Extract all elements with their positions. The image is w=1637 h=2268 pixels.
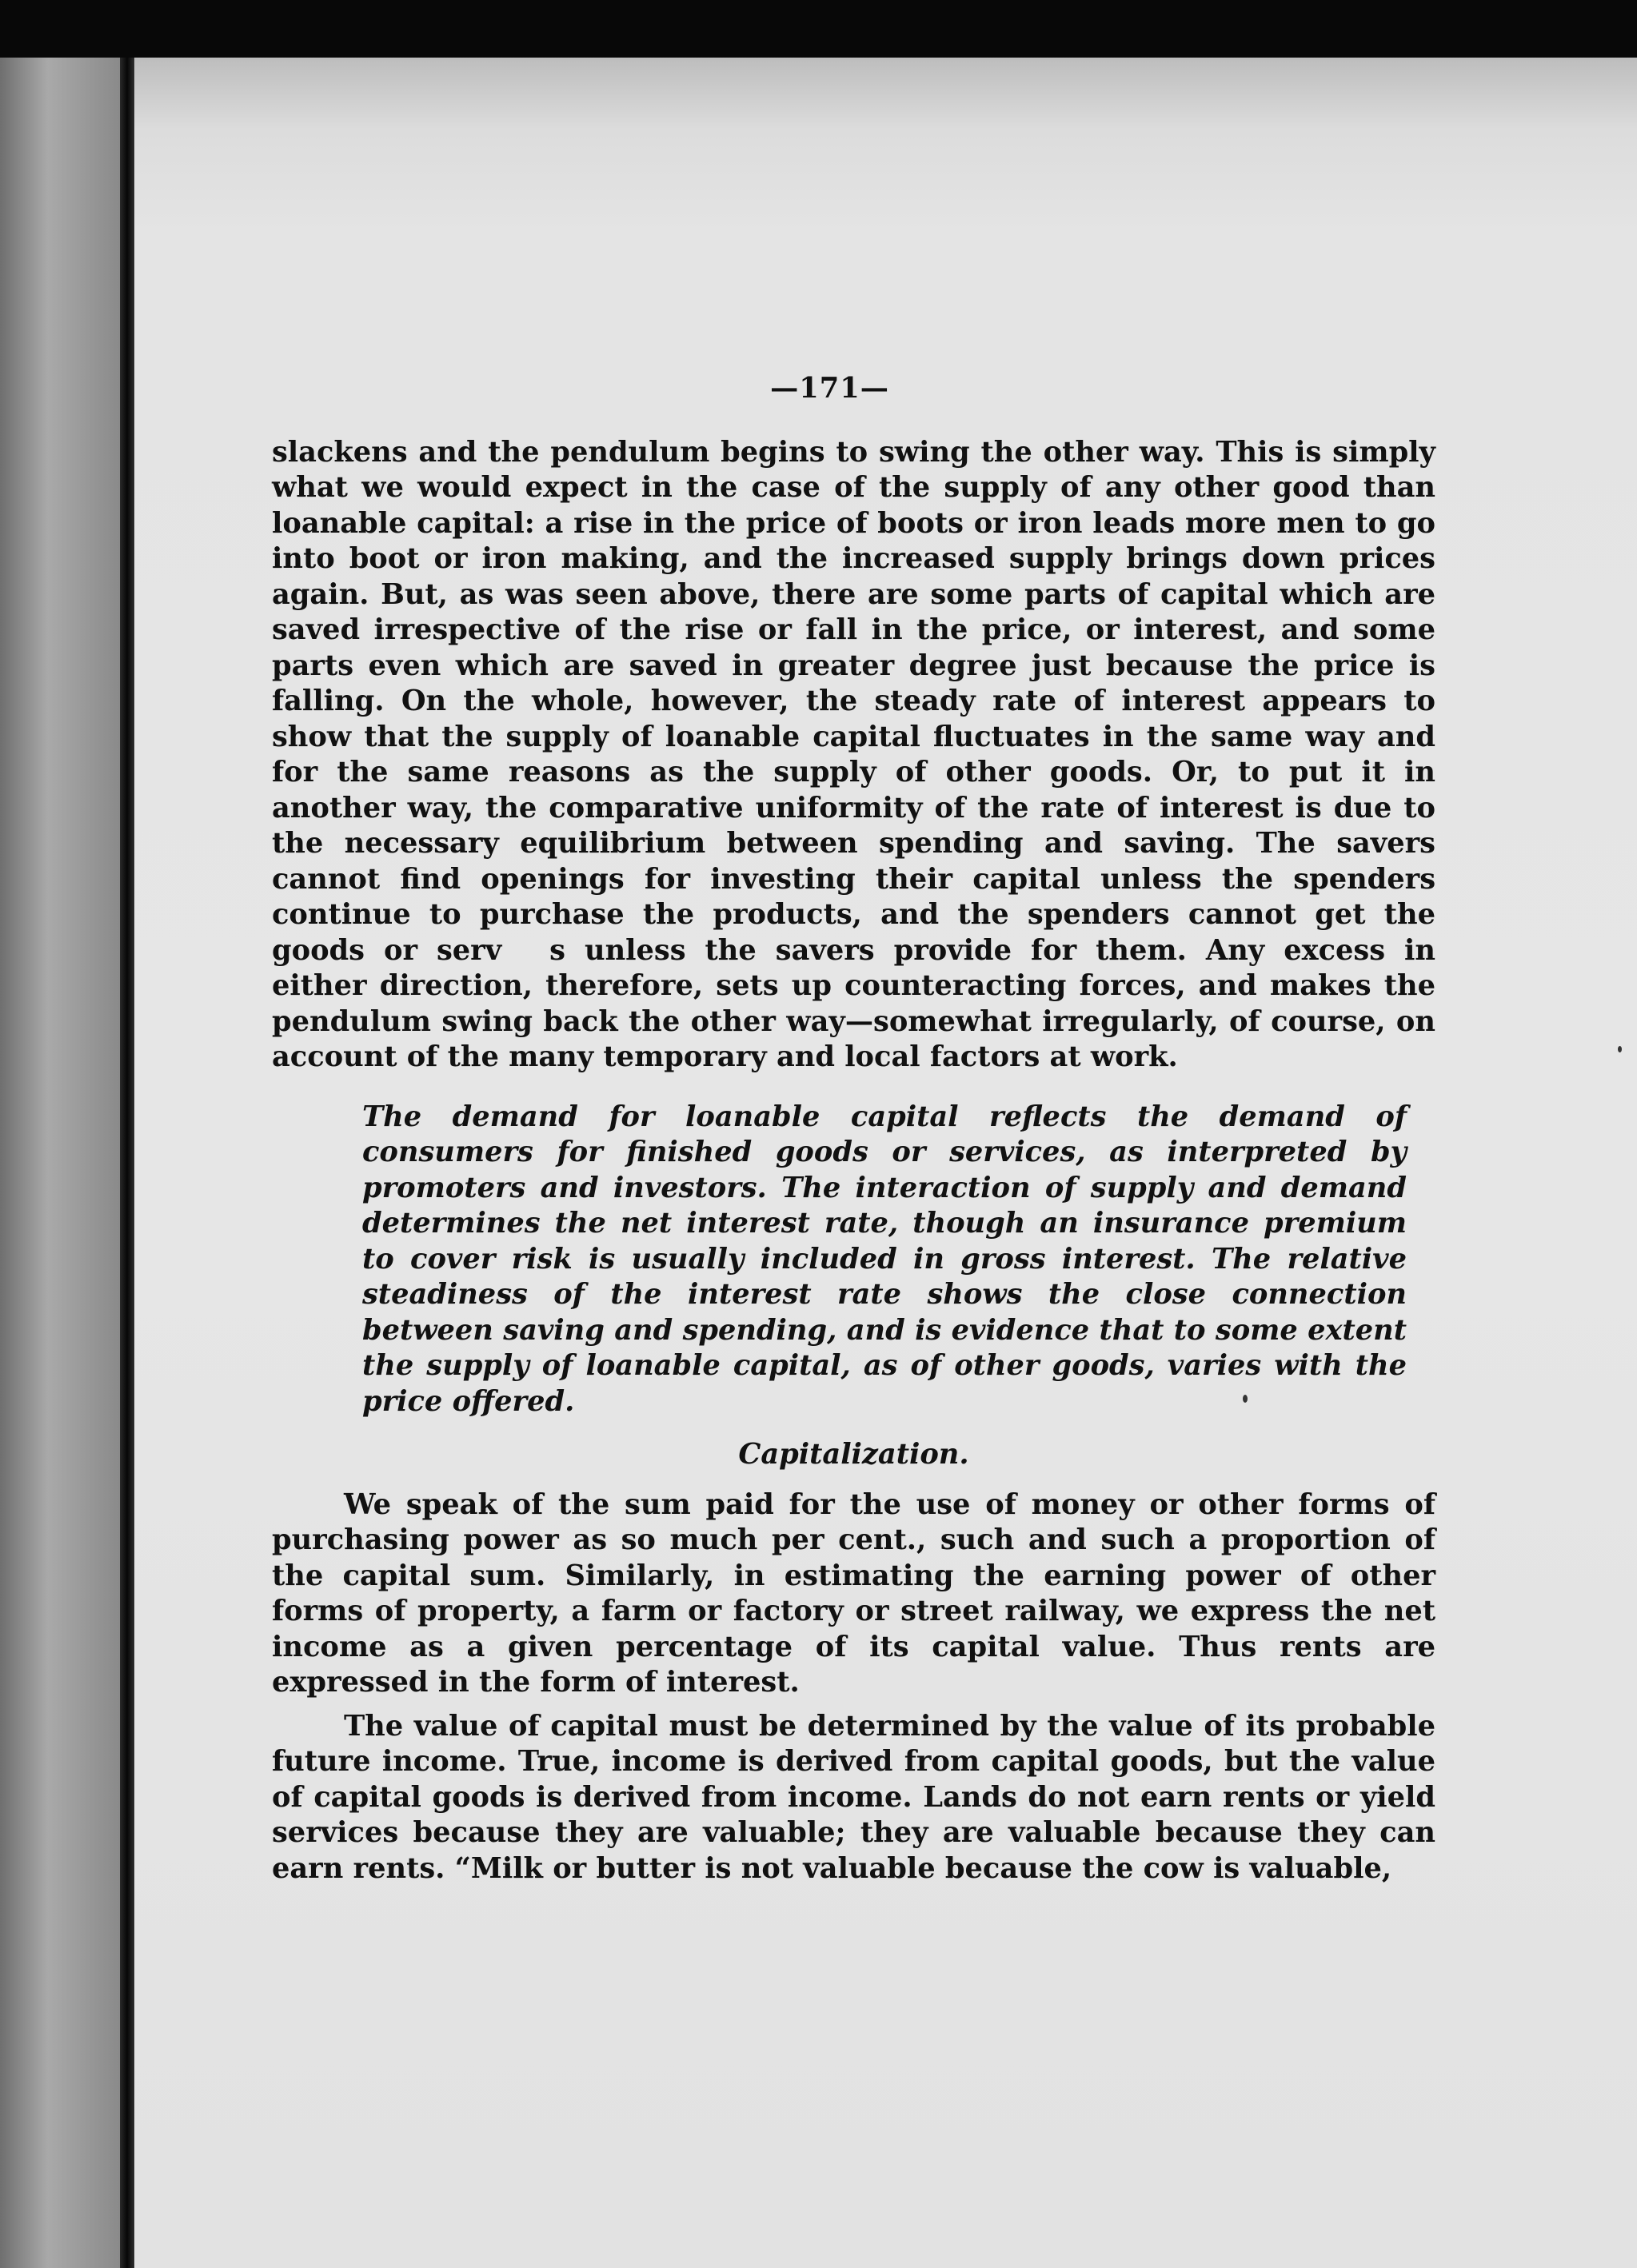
section-paragraph-2: The value of capital must be determined by the value of its probable future income. True, income is derived from capital goods, but the value of capital goods is derived from income. Lands do not earn rents or yield services because they are valuable; they are valuable because they can earn rents. “Milk or butter is not valuable because the cow is valuable, xyxy=(272,1709,1435,1885)
body-paragraph-text-part-2: s unless the savers provide for them. Any excess in either direction, therefore, sets up counteracting forces, and makes the pendulum swing back the other way—somewhat irregularly, of course, on account of the many temporary and local factors at work. xyxy=(272,933,1435,1073)
scan-speck xyxy=(1618,1046,1622,1052)
section-paragraph-1: We speak of the sum paid for the use of money or other forms of purchasing power as so much per cent., such and such a proportion of the capital sum. Similarly, in estimating the earning power of other forms of property, a farm or factory or street railway, we express the net income as a given percentage of its capital value. Thus rents are expressed in the form of interest. xyxy=(272,1487,1435,1699)
facing-page-edge xyxy=(0,58,120,2268)
scan-speck xyxy=(1243,1395,1248,1403)
scan-top-border xyxy=(0,0,1637,58)
page-number: —171— xyxy=(770,372,889,405)
page-text-block xyxy=(272,371,1435,1887)
book-page xyxy=(134,58,1637,2268)
section-heading: Capitalization. xyxy=(738,1438,969,1471)
body-paragraph xyxy=(272,435,1435,1076)
summary-paragraph: The demand for loanable capital reflects the demand of consumers for finished goods or services, as interpreted by promoters and investors. The interaction of supply and demand determines the net interest rate, though an insurance premium to cover risk is usually included in gross interest. The relative steadiness of the interest rate shows the close connection between saving and spending, and is evidence that to some extent the supply of loanable capital, as of other goods, varies with the price offered. xyxy=(362,1100,1407,1418)
body-paragraph-text-part-1: slackens and the pendulum begins to swing the other way. This is simply what we would expect in the case of the supply of any other good than loanable capital: a rise in the price of boots or iron leads more men to go into boot or iron making, and the increased supply brings down prices again. But, as was seen above, there are some parts of capital which are saved irrespective of the rise or fall in the price, or interest, and some parts even which are saved in greater degree just because the price is falling. On the whole, however, the steady rate of interest appears to show that the supply of loanable capital fluctuates in the same way and for the same reasons as the supply of other goods. Or, to put it in another way, the comparative uniformity of the rate of interest is due to the necessary equilibrium between spending and saving. The savers cannot find openings for investing their capital unless the spenders continue to purchase the products, and the spenders cannot get the goods or serv xyxy=(272,435,1435,967)
book-gutter xyxy=(120,58,134,2268)
